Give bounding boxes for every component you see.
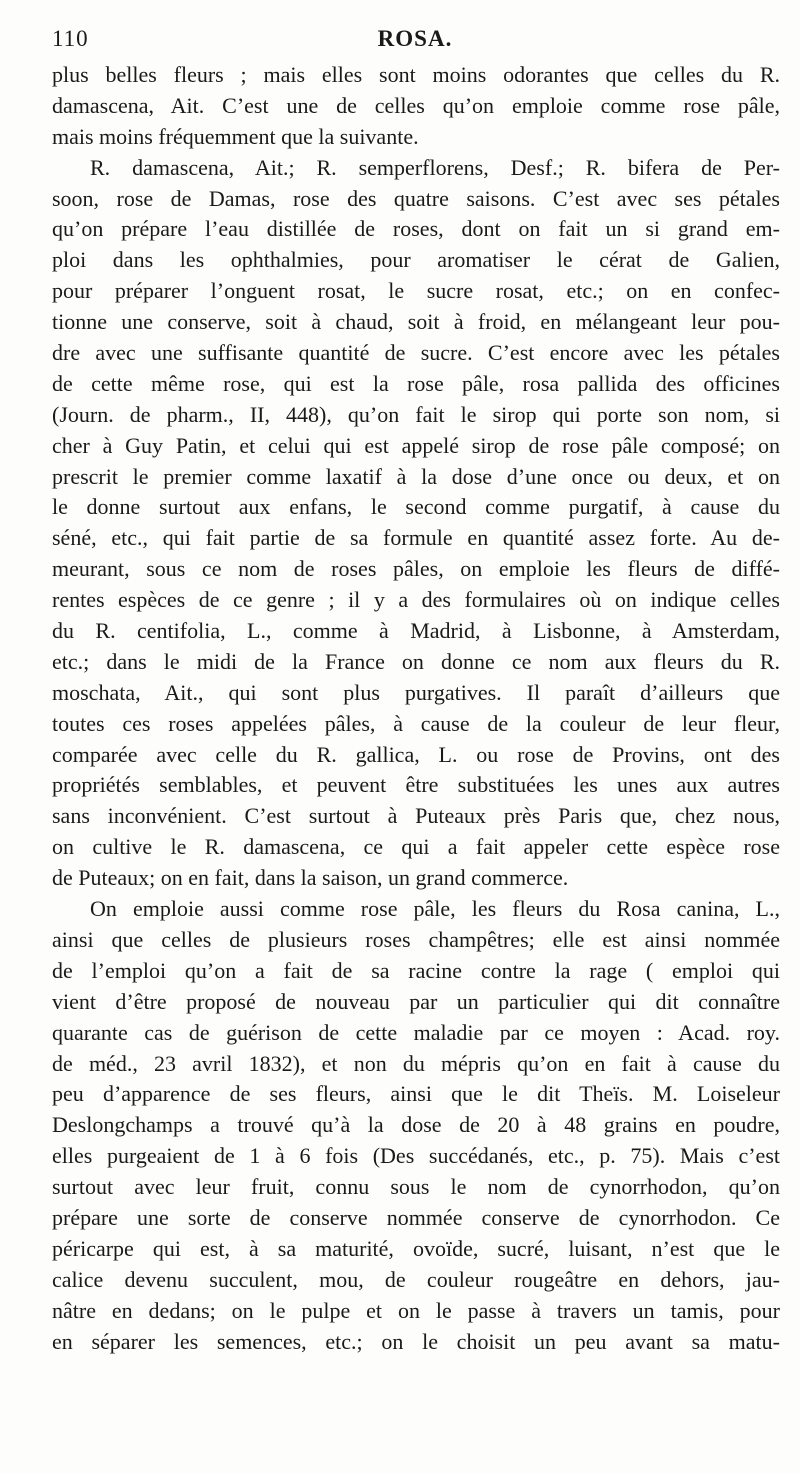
text-line: vient d’être proposé de nouveau par un particulier qui dit connaître	[52, 988, 780, 1014]
text-line: qu’on prépare l’eau distillée de roses, dont on fait un si grand em-	[52, 216, 780, 242]
text-line: damascena, Ait. C’est une de celles qu’on emploie comme rose pâle,	[52, 92, 780, 118]
text-line: propriétés semblables, et peuvent être substituées les unes aux autres	[52, 772, 780, 798]
text-line: plus belles fleurs ; mais elles sont moins odorantes que celles du R.	[52, 62, 780, 87]
text-line: péricarpe qui est, à sa maturité, ovoïde, sucré, luisant, n’est que le	[52, 1235, 780, 1261]
text-line: On emploie aussi comme rose pâle, les fleurs du Rosa canina, L.,	[90, 896, 780, 922]
text-line: (Journ. de pharm., II, 448), qu’on fait le sirop qui porte son nom, si	[52, 401, 780, 427]
text-line: sans inconvénient. C’est surtout à Puteaux près Paris que, chez nous,	[52, 803, 780, 829]
text-line: prescrit le premier comme laxatif à la dose d’une once ou deux, et on	[52, 463, 780, 489]
text-line: cher à Guy Patin, et celui qui est appelé sirop de rose pâle composé; on	[52, 432, 780, 458]
text-line: etc.; dans le midi de la France on donne ce nom aux fleurs du R.	[52, 648, 780, 674]
text-line: dre avec une suffisante quantité de sucre. C’est encore avec les pétales	[52, 340, 780, 366]
running-head: ROSA.	[377, 26, 453, 51]
text-line: soon, rose de Damas, rose des quatre saisons. C’est avec ses pétales	[52, 185, 780, 211]
text-line: peu d’apparence de ses fleurs, ainsi que le dit Theïs. M. Loiseleur	[52, 1081, 780, 1107]
text-line: pour préparer l’onguent rosat, le sucre rosat, etc.; on en confec-	[52, 278, 780, 304]
text-line: comparée avec celle du R. gallica, L. ou rose de Provins, ont des	[52, 741, 780, 767]
text-line: moschata, Ait., qui sont plus purgatives. Il paraît d’ailleurs que	[52, 679, 780, 705]
text-line: mais moins fréquemment que la suivante.	[52, 123, 419, 149]
text-line: prépare une sorte de conserve nommée conserve de cynorrhodon. Ce	[52, 1204, 780, 1230]
text-line: le donne surtout aux enfans, le second comme purgatif, à cause du	[52, 494, 780, 520]
text-line: Deslongchamps a trouvé qu’à la dose de 20 à 48 grains en poudre,	[52, 1112, 780, 1138]
text-line: surtout avec leur fruit, connu sous le nom de cynorrhodon, qu’on	[52, 1174, 780, 1200]
text-line: on cultive le R. damascena, ce qui a fait appeler cette espèce rose	[52, 834, 780, 860]
text-line: ainsi que celles de plusieurs roses champêtres; elle est ainsi nommée	[52, 926, 780, 952]
text-line: ploi dans les ophthalmies, pour aromatiser le cérat de Galien,	[52, 247, 780, 273]
body-text	[52, 60, 780, 1357]
text-line: en séparer les semences, etc.; on le choisit un peu avant sa matu-	[52, 1328, 780, 1354]
text-line: de cette même rose, qui est la rose pâle, rosa pallida des officines	[52, 370, 780, 396]
text-line: toutes ces roses appelées pâles, à cause de la couleur de leur fleur,	[52, 710, 780, 736]
page-number: 110	[52, 26, 89, 51]
text-line: tionne une conserve, soit à chaud, soit à froid, en mélangeant leur pou-	[52, 309, 780, 335]
page-header	[52, 26, 778, 56]
text-line: quarante cas de guérison de cette maladie par ce moyen : Acad. roy.	[52, 1019, 780, 1045]
text-line: R. damascena, Ait.; R. semperflorens, Desf.; R. bifera de Per-	[90, 154, 780, 180]
text-line: de méd., 23 avril 1832), et non du mépris qu’on en fait à cause du	[52, 1050, 780, 1076]
text-line: de l’emploi qu’on a fait de sa racine contre la rage ( emploi qui	[52, 957, 780, 983]
text-line: calice devenu succulent, mou, de couleur rougeâtre en dehors, jau-	[52, 1266, 780, 1292]
text-line: rentes espèces de ce genre ; il y a des formulaires où on indique celles	[52, 587, 780, 613]
text-line: du R. centifolia, L., comme à Madrid, à Lisbonne, à Amsterdam,	[52, 618, 780, 644]
text-line: nâtre en dedans; on le pulpe et on le passe à travers un tamis, pour	[52, 1297, 780, 1323]
text-line: elles purgeaient de 1 à 6 fois (Des succédanés, etc., p. 75). Mais c’est	[52, 1143, 780, 1169]
text-line: meurant, sous ce nom de roses pâles, on emploie les fleurs de diffé-	[52, 556, 780, 582]
text-line: séné, etc., qui fait partie de sa formule en quantité assez forte. Au de-	[52, 525, 780, 551]
text-line: de Puteaux; on en fait, dans la saison, un grand commerce.	[52, 865, 569, 891]
